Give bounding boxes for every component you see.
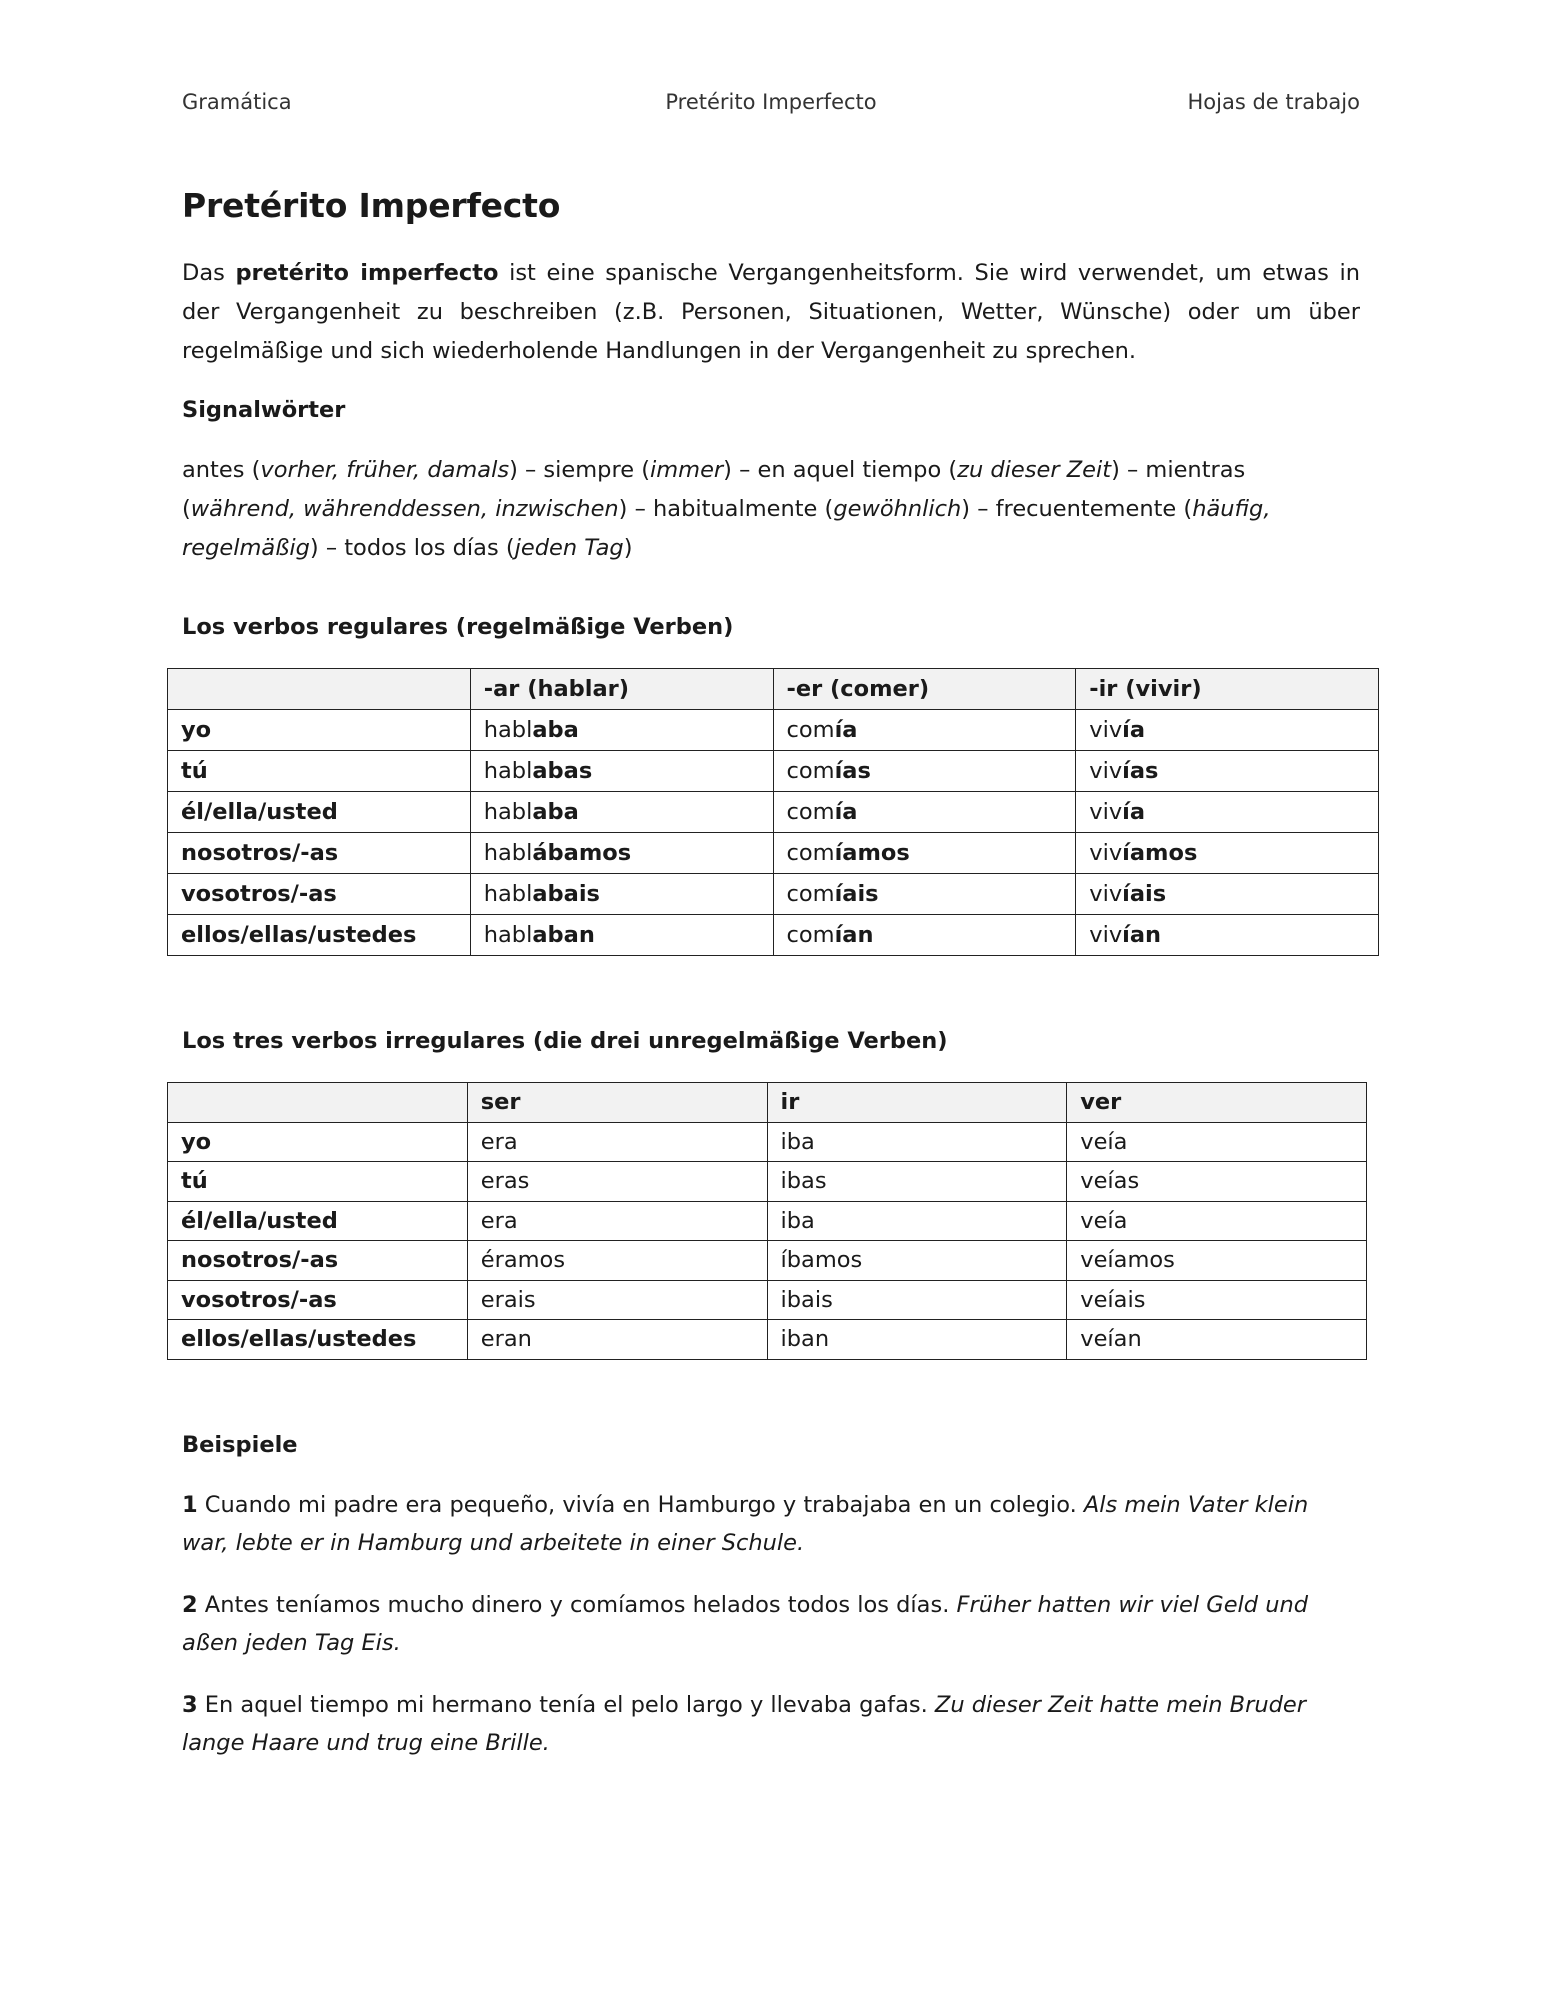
conjugation-cell: era	[467, 1201, 767, 1241]
pronoun-cell: tú	[168, 1162, 468, 1202]
verb-ending: aba	[532, 799, 579, 825]
verb-stem: habl	[483, 758, 533, 784]
verb-ending: íais	[834, 881, 879, 907]
signal-word: antes	[182, 457, 245, 483]
intro-term: pretérito imperfecto	[235, 260, 499, 286]
verb-ending: ías	[1122, 758, 1159, 784]
verb-ending: ábamos	[532, 840, 632, 866]
conjugation-cell	[773, 792, 1076, 833]
verb-stem: habl	[483, 717, 533, 743]
verb-ending: íamos	[834, 840, 910, 866]
conjugation-cell	[1076, 710, 1379, 751]
column-header: -ar (hablar)	[470, 669, 773, 710]
pronoun-cell: yo	[168, 1122, 468, 1162]
conjugation-cell	[470, 792, 773, 833]
column-header: -er (comer)	[773, 669, 1076, 710]
table-row	[168, 1201, 1367, 1241]
verb-stem: com	[786, 717, 835, 743]
irregular-heading: Los tres verbos irregulares (die drei unregelmäßige Verben)	[182, 1028, 948, 1054]
example-spanish: Cuando mi padre era pequeño, vivía en Hamburgo y trabajaba en un colegio.	[197, 1491, 1084, 1518]
verb-stem: habl	[483, 881, 533, 907]
conjugation-cell	[773, 751, 1076, 792]
pronoun-cell: vosotros/-as	[168, 874, 471, 915]
verb-ending: ía	[834, 799, 858, 825]
verb-stem: viv	[1089, 922, 1123, 948]
conjugation-cell	[1076, 874, 1379, 915]
pronoun-cell: ellos/ellas/ustedes	[168, 1320, 468, 1360]
signal-gloss: häufig, regelmäßig	[182, 496, 1271, 561]
verb-stem: habl	[483, 799, 533, 825]
example-german: Als mein Vater klein war, lebte er in Hamburg und arbeitete in einer Schule.	[182, 1491, 1309, 1556]
pronoun-cell: tú	[168, 751, 471, 792]
pronoun-cell: él/ella/usted	[168, 1201, 468, 1241]
signal-gloss: gewöhnlich	[833, 496, 962, 522]
verb-stem: com	[786, 840, 835, 866]
pronoun-cell: yo	[168, 710, 471, 751]
conjugation-cell: veían	[1067, 1320, 1367, 1360]
signal-gloss: zu dieser Zeit	[957, 457, 1112, 483]
conjugation-cell	[470, 915, 773, 956]
conjugation-cell: veíamos	[1067, 1241, 1367, 1281]
table-row	[168, 1241, 1367, 1281]
conjugation-cell: erais	[467, 1280, 767, 1320]
conjugation-cell	[773, 710, 1076, 751]
example-item	[182, 1586, 1360, 1662]
intro-post: ist eine spanische Vergangenheitsform. Sie wird verwendet, um etwas in der Vergangenheit zu beschreiben (z.B. Personen, Situationen, Wetter, Wünsche) oder um über regelmäßige und sich wiederholende Handlungen in der Vergangenheit zu sprechen.	[182, 260, 1361, 364]
verb-stem: com	[786, 799, 835, 825]
column-header: ir	[767, 1083, 1067, 1123]
column-header	[168, 669, 471, 710]
table-row	[168, 874, 1379, 915]
conjugation-cell: eran	[467, 1320, 767, 1360]
conjugation-cell	[1076, 792, 1379, 833]
signal-word: mientras	[1145, 457, 1246, 483]
example-item	[182, 1686, 1360, 1762]
conjugation-cell: era	[467, 1122, 767, 1162]
verb-ending: abais	[532, 881, 600, 907]
header-right: Hojas de trabajo	[1187, 90, 1360, 114]
conjugation-cell: eras	[467, 1162, 767, 1202]
table-row	[168, 833, 1379, 874]
examples-heading: Beispiele	[182, 1431, 298, 1458]
verb-stem: viv	[1089, 758, 1123, 784]
pronoun-cell: vosotros/-as	[168, 1280, 468, 1320]
column-header: ver	[1067, 1083, 1367, 1123]
table-row	[168, 915, 1379, 956]
pronoun-cell: nosotros/-as	[168, 833, 471, 874]
example-number: 2	[182, 1591, 198, 1618]
verb-stem: habl	[483, 840, 533, 866]
verb-stem: viv	[1089, 717, 1123, 743]
signal-gloss: vorher, früher, damals	[260, 457, 510, 483]
conjugation-cell	[470, 710, 773, 751]
verb-stem: viv	[1089, 881, 1123, 907]
verb-ending: ía	[1122, 717, 1146, 743]
intro-pre: Das	[182, 260, 236, 286]
conjugation-cell	[1076, 915, 1379, 956]
verb-stem: com	[786, 922, 835, 948]
verb-ending: ían	[834, 922, 874, 948]
conjugation-cell: veíais	[1067, 1280, 1367, 1320]
conjugation-cell	[773, 915, 1076, 956]
verb-stem: viv	[1089, 840, 1123, 866]
conjugation-cell: veía	[1067, 1201, 1367, 1241]
column-header	[168, 1083, 468, 1123]
example-number: 3	[182, 1691, 198, 1718]
example-item	[182, 1486, 1360, 1562]
verb-stem: habl	[483, 922, 533, 948]
verb-ending: ían	[1122, 922, 1162, 948]
signal-gloss: während, währenddessen, inzwischen	[190, 496, 619, 522]
conjugation-cell	[1076, 751, 1379, 792]
header-center: Pretérito Imperfecto	[665, 90, 877, 114]
signal-word: frecuentemente	[995, 496, 1177, 522]
signal-word: habitualmente	[653, 496, 818, 522]
table-row	[168, 1280, 1367, 1320]
signal-words: antes (vorher, früher, damals) – siempre (immer) – en aquel tiempo (zu dieser Zeit) – mientras (während, währenddessen, inzwischen) – habitualmente (gewöhnlich) – frecuentemente (häufig, regelmäßig) – todos los días (jeden Tag)	[182, 457, 1271, 561]
example-number: 1	[182, 1491, 198, 1518]
table-row	[168, 710, 1379, 751]
conjugation-cell: iba	[767, 1122, 1067, 1162]
example-german: Zu dieser Zeit hatte mein Bruder lange Haare und trug eine Brille.	[182, 1691, 1306, 1756]
verb-ending: aba	[532, 717, 579, 743]
verb-stem: viv	[1089, 799, 1123, 825]
table-row	[168, 1122, 1367, 1162]
column-header: ser	[467, 1083, 767, 1123]
conjugation-cell: ibais	[767, 1280, 1067, 1320]
pronoun-cell: él/ella/usted	[168, 792, 471, 833]
pronoun-cell: nosotros/-as	[168, 1241, 468, 1281]
conjugation-cell	[773, 833, 1076, 874]
regular-verbs-table	[167, 668, 1379, 956]
signal-word: siempre	[543, 457, 635, 483]
table-header-row	[168, 669, 1379, 710]
irregular-verbs-table	[167, 1082, 1367, 1360]
document-body	[182, 182, 1360, 1786]
verb-ending: ías	[834, 758, 871, 784]
conjugation-cell: iba	[767, 1201, 1067, 1241]
example-spanish: En aquel tiempo mi hermano tenía el pelo largo y llevaba gafas.	[197, 1691, 935, 1718]
conjugation-cell: íbamos	[767, 1241, 1067, 1281]
table-row	[168, 751, 1379, 792]
signal-word: todos los días	[344, 535, 499, 561]
verb-stem: com	[786, 758, 835, 784]
table-row	[168, 792, 1379, 833]
page-title: Pretérito Imperfecto	[182, 186, 561, 225]
table-row	[168, 1162, 1367, 1202]
conjugation-cell: veía	[1067, 1122, 1367, 1162]
conjugation-cell: éramos	[467, 1241, 767, 1281]
verb-ending: ía	[1122, 799, 1146, 825]
conjugation-cell: veías	[1067, 1162, 1367, 1202]
verb-ending: ía	[834, 717, 858, 743]
pronoun-cell: ellos/ellas/ustedes	[168, 915, 471, 956]
column-header: -ir (vivir)	[1076, 669, 1379, 710]
verb-ending: abas	[532, 758, 593, 784]
signal-heading: Signalwörter	[182, 397, 346, 423]
table-row	[168, 1320, 1367, 1360]
conjugation-cell: iban	[767, 1320, 1067, 1360]
conjugation-cell	[470, 833, 773, 874]
intro-paragraph	[182, 254, 1360, 371]
verb-ending: íamos	[1122, 840, 1198, 866]
header-left: Gramática	[182, 90, 292, 114]
example-german: Früher hatten wir viel Geld und aßen jeden Tag Eis.	[182, 1591, 1309, 1656]
verb-ending: íais	[1122, 881, 1167, 907]
table-header-row	[168, 1083, 1367, 1123]
example-spanish: Antes teníamos mucho dinero y comíamos helados todos los días.	[197, 1591, 957, 1618]
conjugation-cell: ibas	[767, 1162, 1067, 1202]
signal-word: en aquel tiempo	[757, 457, 942, 483]
verb-stem: com	[786, 881, 835, 907]
regular-heading: Los verbos regulares (regelmäßige Verben)	[182, 614, 734, 640]
conjugation-cell	[1076, 833, 1379, 874]
signal-gloss: jeden Tag	[514, 535, 624, 561]
conjugation-cell	[470, 751, 773, 792]
signal-gloss: immer	[649, 457, 724, 483]
verb-ending: aban	[532, 922, 595, 948]
conjugation-cell	[773, 874, 1076, 915]
conjugation-cell	[470, 874, 773, 915]
